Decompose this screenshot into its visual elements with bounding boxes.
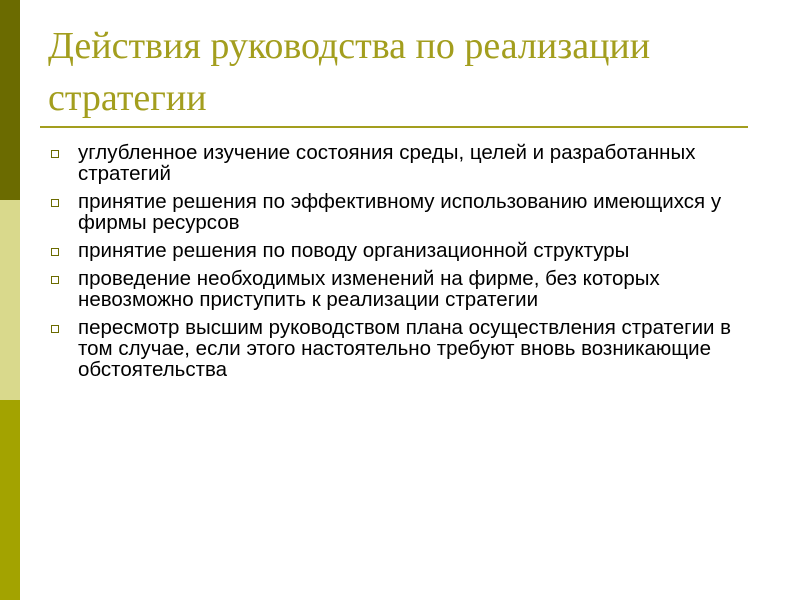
hollow-square-icon (51, 248, 59, 256)
bullet-item (48, 191, 768, 233)
hollow-square-icon (51, 276, 59, 284)
bullet-item (48, 142, 768, 184)
side-bar-top (0, 0, 20, 200)
bullet-item (48, 240, 768, 261)
bullet-item (48, 268, 768, 310)
slide-title: Действия руководства по реализации стратегии (48, 25, 651, 119)
side-bar-bottom (0, 400, 20, 600)
hollow-square-icon (51, 150, 59, 158)
hollow-square-icon (51, 325, 59, 333)
bullet-text: проведение необходимых изменений на фирме, без которых невозможно приступить к реализации стратегии (78, 267, 660, 311)
bullet-text: пересмотр высшим руководством плана осуществления стратегии в том случае, если этого настоятельно требуют вновь возникающие обстоятельства (78, 316, 732, 381)
bullet-list (48, 142, 768, 387)
bullet-text: принятие решения по эффективному использованию имеющихся у фирмы ресурсов (78, 190, 722, 234)
title-divider (40, 126, 748, 128)
bullet-text: углубленное изучение состояния среды, целей и разработанных стратегий (78, 141, 696, 185)
bullet-item (48, 317, 768, 380)
bullet-text: принятие решения по поводу организационной структуры (78, 239, 630, 262)
hollow-square-icon (51, 199, 59, 207)
side-bar-middle (0, 200, 20, 400)
